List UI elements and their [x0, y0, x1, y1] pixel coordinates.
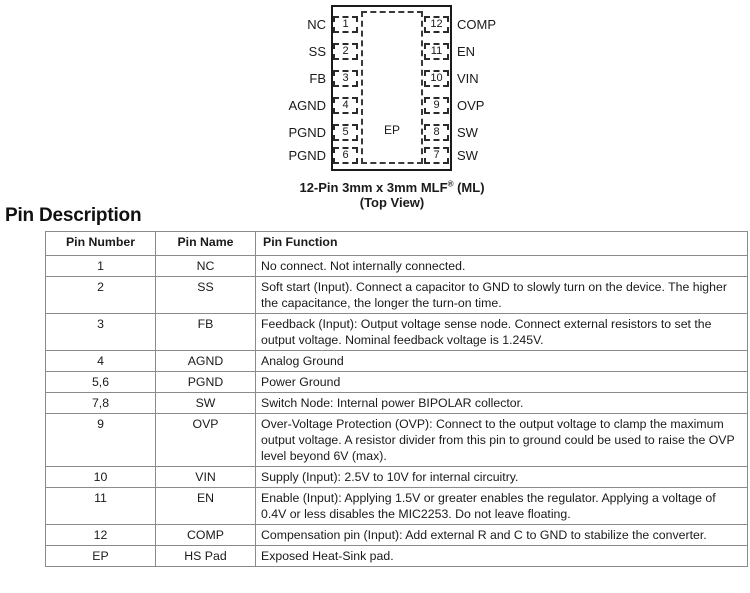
table-row [46, 546, 748, 567]
pin-name-fb: FB [309, 71, 326, 86]
package-caption-line-2: (Top View) [359, 195, 425, 210]
pin-name-pgnd-5: PGND [288, 125, 326, 140]
pin-box-12: 12 [424, 16, 449, 33]
pin-name-en: EN [457, 44, 476, 59]
table-row [46, 314, 748, 351]
pin-box-3: 3 [333, 70, 358, 87]
pin-name-sw-7: SW [457, 148, 478, 163]
pin-box-6: 6 [333, 147, 358, 164]
cell-pin-function: Over-Voltage Protection (OVP): Connect to the output voltage to clamp the maximum output voltage. A resistor divider from this pin to ground could be used to raise the OVP level beyond 6V (max). [256, 414, 748, 467]
cell-pin-number: 1 [46, 256, 156, 277]
column-header-pin-function: Pin Function [256, 232, 748, 256]
table-row [46, 277, 748, 314]
cell-pin-number: 4 [46, 351, 156, 372]
pin-name-sw-8: SW [457, 125, 478, 140]
page-title: Pin Description [5, 205, 142, 226]
cell-pin-function: Exposed Heat-Sink pad. [256, 546, 748, 567]
cell-pin-function: Power Ground [256, 372, 748, 393]
cell-pin-function: Feedback (Input): Output voltage sense node. Connect external resistors to set the output voltage. Nominal feedback voltage is 1.245V. [256, 314, 748, 351]
pin-name-nc: NC [307, 17, 326, 32]
pin-description-table [45, 231, 748, 567]
pin-description-table-body [46, 256, 748, 567]
cell-pin-name: PGND [156, 372, 256, 393]
pin-box-7: 7 [424, 147, 449, 164]
table-row [46, 525, 748, 546]
cell-pin-number: 7,8 [46, 393, 156, 414]
cell-pin-name: SS [156, 277, 256, 314]
cell-pin-name: HS Pad [156, 546, 256, 567]
cell-pin-number: 10 [46, 467, 156, 488]
package-caption-line-1 [261, 180, 523, 195]
table-row [46, 414, 748, 467]
cell-pin-function: Enable (Input): Applying 1.5V or greater enables the regulator. Applying a voltage of 0.4V or less disables the MIC2253. Do not leave floating. [256, 488, 748, 525]
pin-box-11: 11 [424, 43, 449, 60]
cell-pin-number: 11 [46, 488, 156, 525]
pin-description-table-container [45, 231, 747, 567]
pin-box-8: 8 [424, 124, 449, 141]
cell-pin-name: AGND [156, 351, 256, 372]
package-caption-text: 12-Pin 3mm x 3mm MLF [299, 180, 448, 195]
pin-box-1: 1 [333, 16, 358, 33]
pin-name-ovp: OVP [457, 98, 485, 113]
cell-pin-name: SW [156, 393, 256, 414]
cell-pin-function: Compensation pin (Input): Add external R and C to GND to stabilize the converter. [256, 525, 748, 546]
pin-box-5: 5 [333, 124, 358, 141]
pin-name-agnd: AGND [288, 98, 326, 113]
table-row [46, 393, 748, 414]
cell-pin-number: 5,6 [46, 372, 156, 393]
package-caption-suffix: (ML) [453, 180, 485, 195]
pin-name-vin: VIN [457, 71, 479, 86]
cell-pin-function: Supply (Input): 2.5V to 10V for internal circuitry. [256, 467, 748, 488]
pin-name-comp: COMP [457, 17, 496, 32]
table-row [46, 488, 748, 525]
cell-pin-number: 3 [46, 314, 156, 351]
pin-box-4: 4 [333, 97, 358, 114]
exposed-pad-outline [361, 11, 423, 164]
cell-pin-function: Soft start (Input). Connect a capacitor to GND to slowly turn on the device. The higher the capacitance, the longer the turn-on time. [256, 277, 748, 314]
column-header-pin-number: Pin Number [46, 232, 156, 256]
cell-pin-name: FB [156, 314, 256, 351]
table-row [46, 256, 748, 277]
cell-pin-function: Analog Ground [256, 351, 748, 372]
cell-pin-number: 12 [46, 525, 156, 546]
column-header-pin-name: Pin Name [156, 232, 256, 256]
pin-box-2: 2 [333, 43, 358, 60]
cell-pin-name: COMP [156, 525, 256, 546]
cell-pin-name: OVP [156, 414, 256, 467]
cell-pin-function: No connect. Not internally connected. [256, 256, 748, 277]
cell-pin-function: Switch Node: Internal power BIPOLAR collector. [256, 393, 748, 414]
cell-pin-number: 9 [46, 414, 156, 467]
package-pin-diagram [0, 0, 750, 212]
pin-box-9: 9 [424, 97, 449, 114]
cell-pin-number: 2 [46, 277, 156, 314]
exposed-pad-label: EP [383, 123, 400, 137]
pin-box-10: 10 [424, 70, 449, 87]
table-row [46, 372, 748, 393]
pin-name-pgnd-6: PGND [288, 148, 326, 163]
cell-pin-name: EN [156, 488, 256, 525]
pin-name-ss: SS [308, 44, 326, 59]
table-row [46, 351, 748, 372]
package-caption [261, 180, 523, 210]
cell-pin-name: NC [156, 256, 256, 277]
cell-pin-number: EP [46, 546, 156, 567]
table-header-row [46, 232, 748, 256]
cell-pin-name: VIN [156, 467, 256, 488]
table-row [46, 467, 748, 488]
registered-trademark-icon: ® [447, 179, 454, 189]
